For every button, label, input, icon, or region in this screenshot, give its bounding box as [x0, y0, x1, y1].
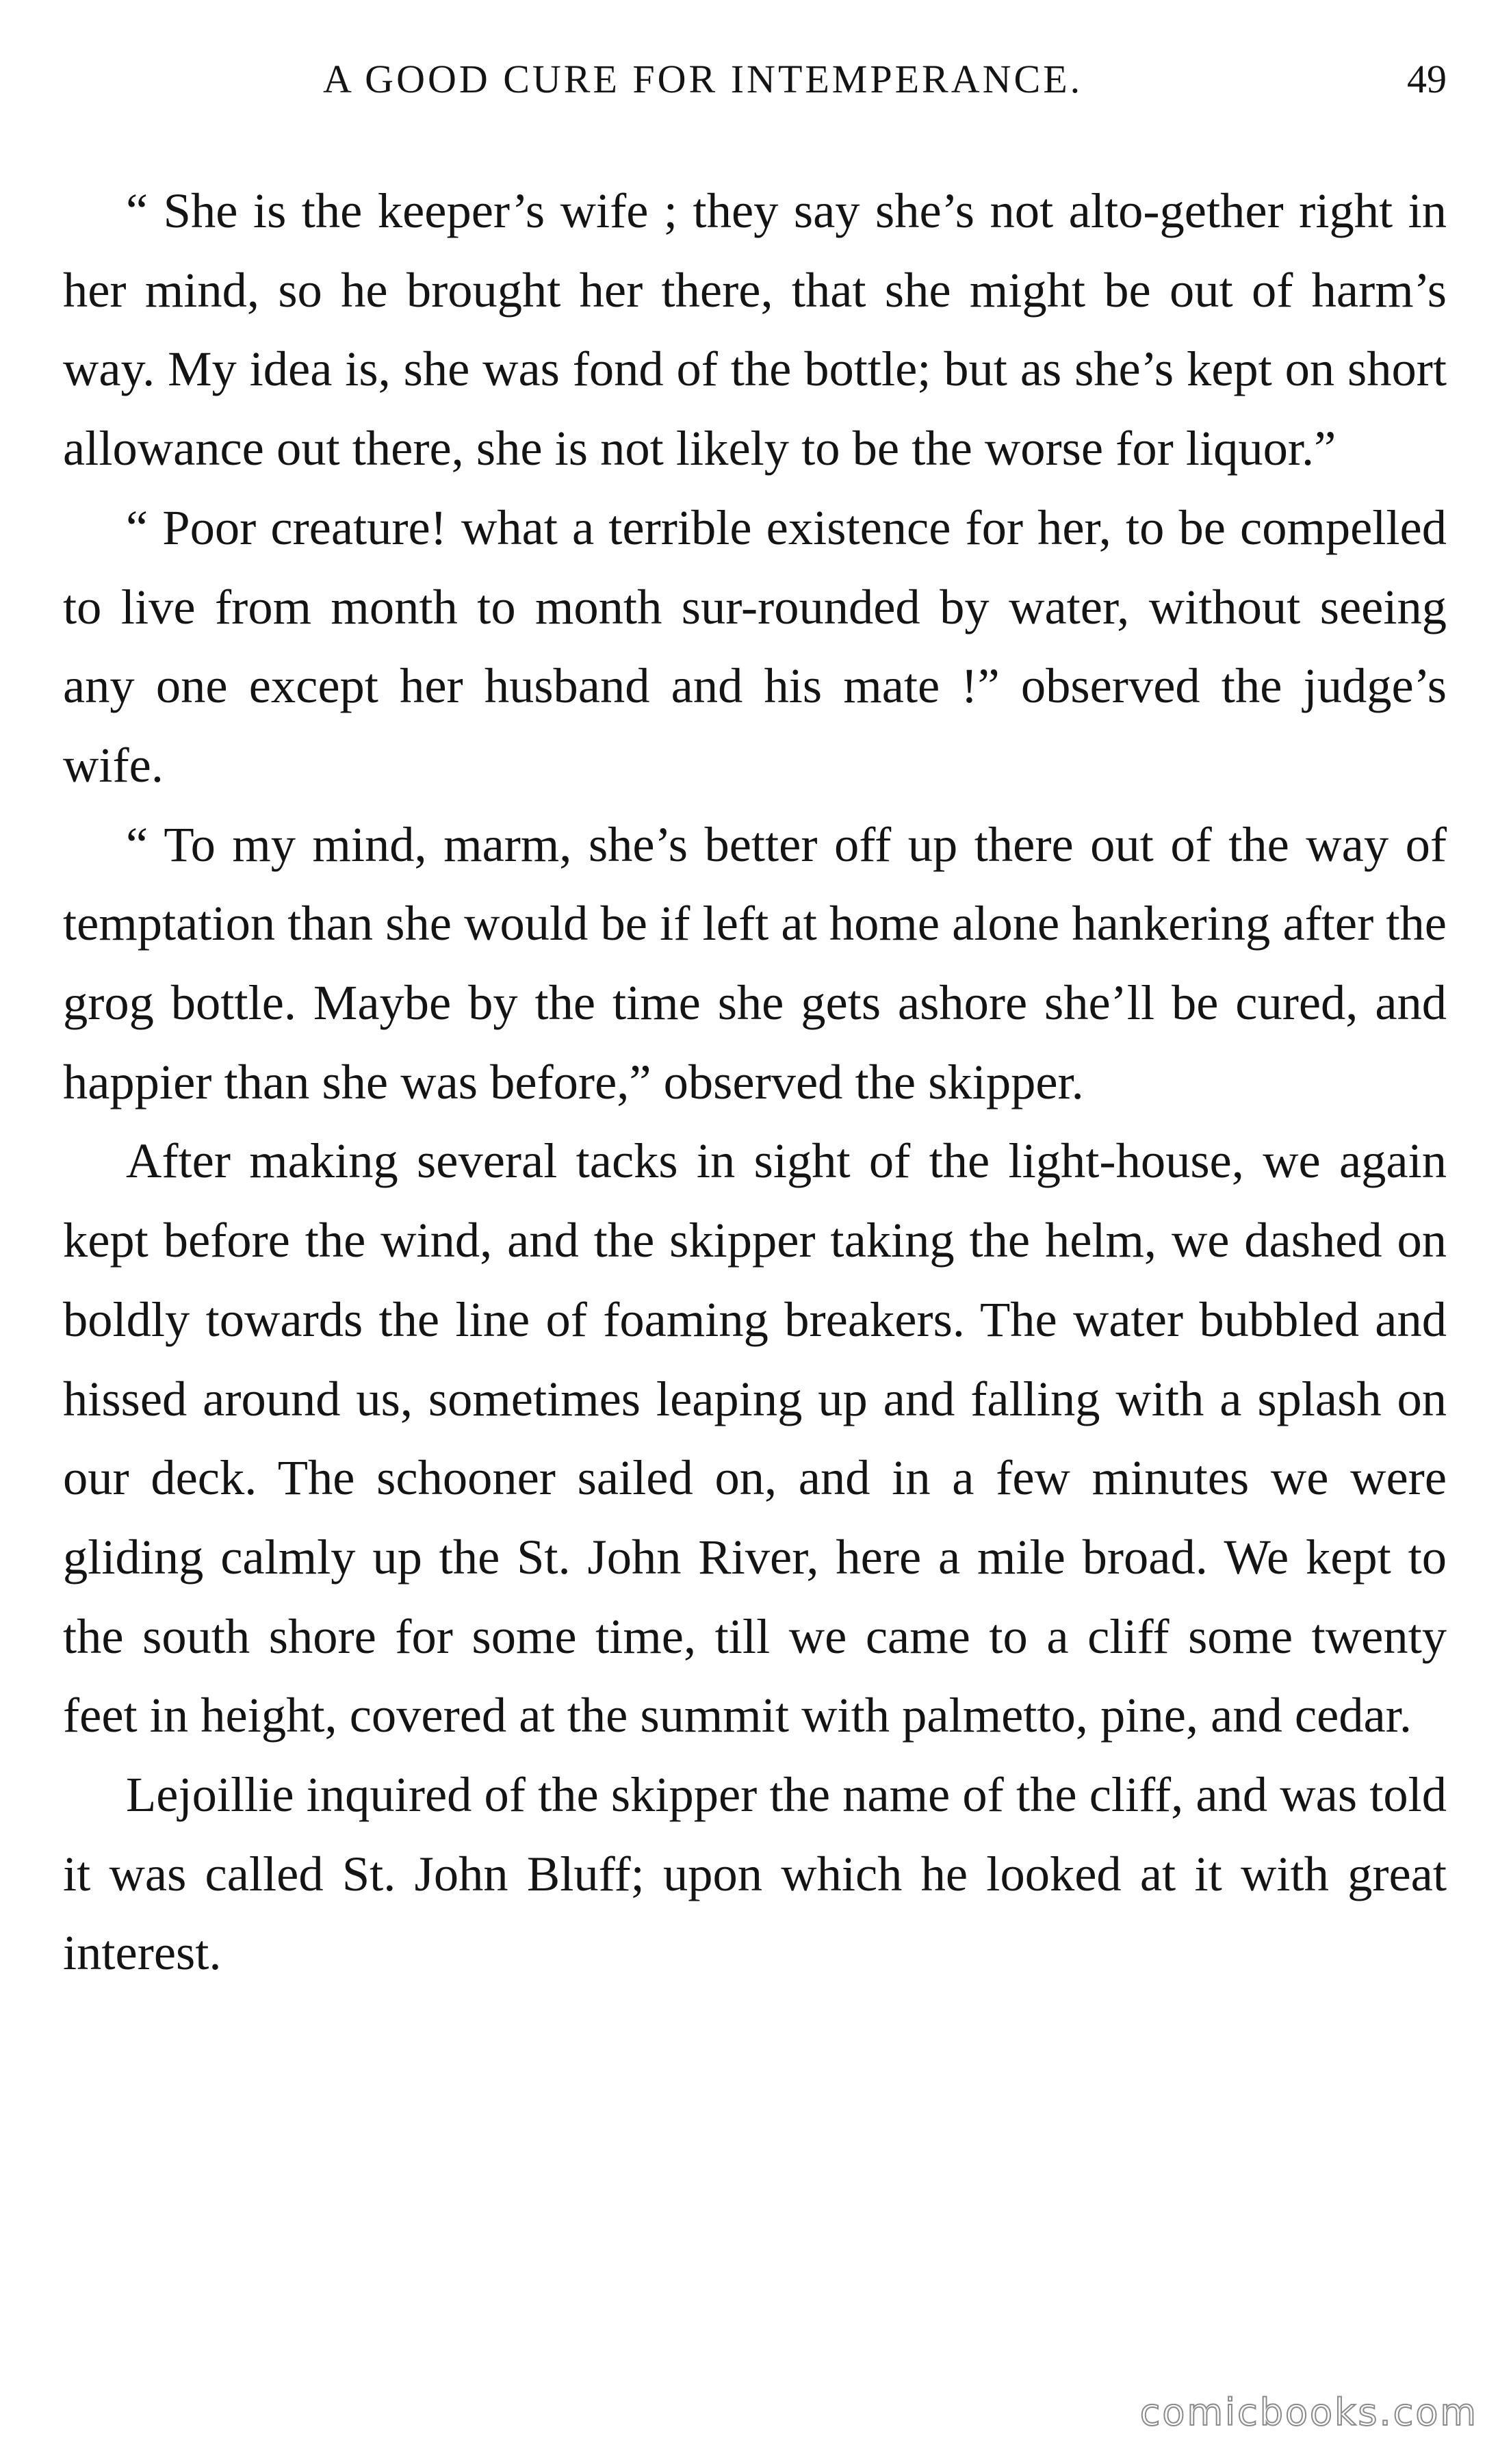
- paragraph-after-making-tacks: After making several tacks in sight of the light-house, we again kept before the wind, and the skipper taking the helm, we dashed on boldly towards the line of foaming breakers. The water bubbled and hissed around us, sometimes leaping up and falling with a splash on our deck. The schooner sailed on, and in a few minutes we were gliding calmly up the St. John River, here a mile broad. We kept to the south shore for some time, till we came to a cliff some twenty feet in height, covered at the summit with palmetto, pine, and cedar.: [63, 1133, 1447, 1743]
- paragraph-lejoillie-inquired: Lejoillie inquired of the skipper the name of the cliff, and was told it was called St. John Bluff; upon which he looked at it with great interest.: [63, 1767, 1447, 1981]
- paragraph-keepers-wife: “ She is the keeper’s wife ; they say she’s not alto-gether right in her mind, so he brought her there, that she might be out of harm’s way. My idea is, she was fond of the bottle; but as she’s kept on short allowance out there, she is not likely to be the worse for liquor.”: [63, 183, 1447, 476]
- page-header: [63, 56, 1447, 118]
- paragraph-poor-creature: “ Poor creature! what a terrible existence for her, to be compelled to live from month to month sur-rounded by water, without seeing any one except her husband and his mate !” observed the judge’s wife.: [63, 499, 1447, 793]
- page-number: 49: [1407, 57, 1447, 101]
- watermark: comicbooks.com: [1139, 2391, 1478, 2434]
- body-text: [63, 171, 1447, 1992]
- paragraph-to-my-mind: “ To my mind, marm, she’s better off up there out of the way of temptation than she would be if left at home alone hankering after the grog bottle. Maybe by the time she gets ashore she’ll be cured, and happier than she was before,” observed the skipper.: [63, 816, 1447, 1109]
- running-title: A GOOD CURE FOR INTEMPERANCE.: [323, 57, 1083, 101]
